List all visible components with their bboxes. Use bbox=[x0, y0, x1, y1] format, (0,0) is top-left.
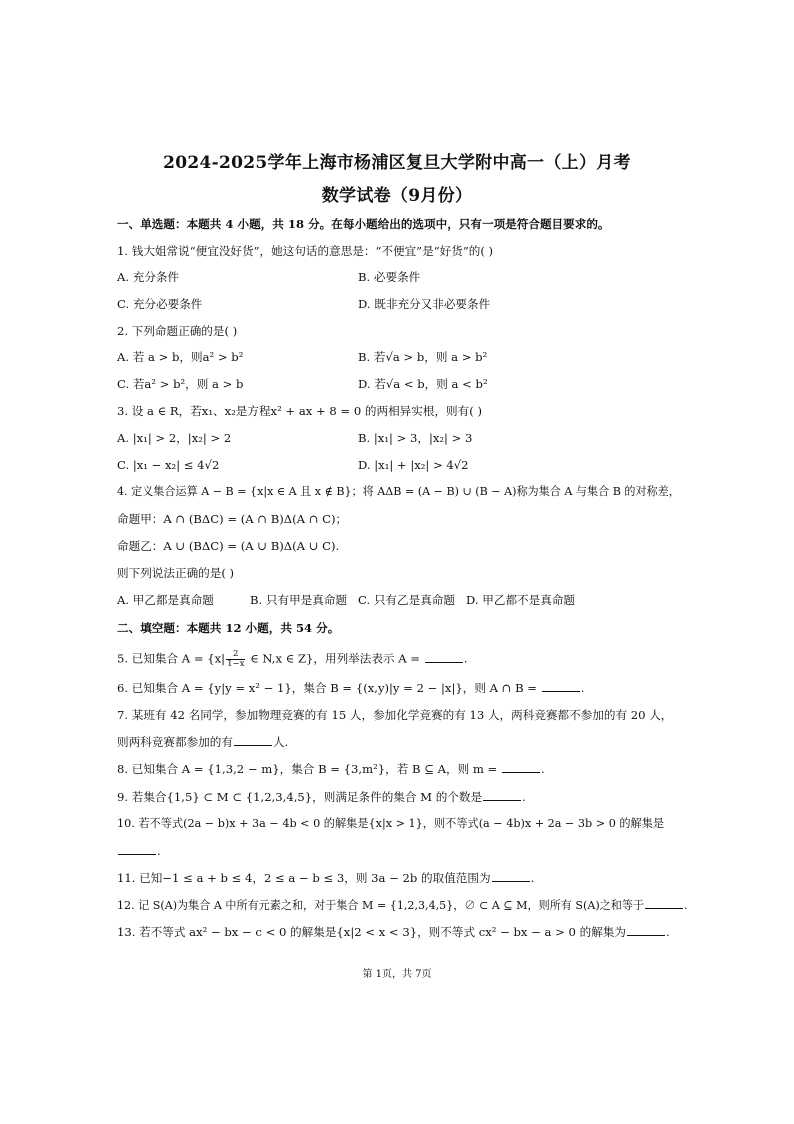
question-7-text: 则两科竞赛都参加的有 bbox=[117, 735, 233, 749]
question-2-option-b: B. 若√a > b，则 a > b² bbox=[358, 350, 488, 364]
page-footer: 第 1页，共 7页 bbox=[362, 969, 432, 980]
question-5-prefix: 5. 已知集合 A = {x| bbox=[117, 651, 226, 666]
question-5-fraction bbox=[226, 650, 245, 669]
question-2-stem: 2. 下列命题正确的是( ) bbox=[117, 324, 238, 338]
answer-blank bbox=[542, 680, 580, 692]
question-10-line-2 bbox=[117, 843, 161, 859]
question-8 bbox=[117, 761, 545, 777]
question-9-end: . bbox=[522, 790, 526, 804]
question-4-stem: 4. 定义集合运算 A − B = {x|x ∈ A 且 x ∉ B}；将 AΔB = (A − B) ∪ (B − A)称为集合 A 与集合 B 的对称差， bbox=[117, 485, 680, 498]
question-4-proposition-yi: 命题乙：A ∪ (BΔC) = (A ∪ B)Δ(A ∪ C). bbox=[117, 539, 340, 553]
question-2-option-d: D. 若√a < b，则 a < b² bbox=[358, 377, 488, 391]
question-3-option-b: B. |x₁| > 3，|x₂| > 3 bbox=[358, 431, 473, 445]
question-11-end: . bbox=[530, 871, 535, 885]
answer-blank bbox=[502, 761, 540, 773]
question-4-ask: 则下列说法正确的是( ) bbox=[117, 566, 235, 580]
question-13-end: . bbox=[665, 925, 670, 939]
question-4-proposition-jia: 命题甲：A ∩ (BΔC) = (A ∩ B)Δ(A ∩ C)； bbox=[117, 512, 348, 526]
section-header-fill-blank: 二、填空题：本题共 12 小题，共 54 分。 bbox=[117, 621, 340, 635]
question-5-suffix: ∈ N,x ∈ Z}，用列举法表示 A = bbox=[246, 651, 424, 666]
question-10-end: . bbox=[157, 844, 161, 858]
question-3-option-c: C. |x₁ − x₂| ≤ 4√2 bbox=[117, 458, 220, 472]
question-4-option-b: B. 只有甲是真命题 bbox=[250, 593, 348, 607]
fraction-numerator: 2 bbox=[226, 650, 245, 660]
question-3-option-a: A. |x₁| > 2，|x₂| > 2 bbox=[117, 431, 232, 445]
question-11 bbox=[117, 870, 534, 886]
answer-blank bbox=[483, 789, 521, 801]
question-7-end: 人. bbox=[272, 735, 289, 749]
question-12 bbox=[117, 897, 688, 914]
question-7-line-1: 7. 某班有 42 名同学，参加物理竞赛的有 15 人，参加化学竞赛的有 13 人，两科竞赛都不参加的有 20 人， bbox=[117, 708, 673, 722]
question-4-option-a: A. 甲乙都是真命题 bbox=[117, 593, 214, 607]
question-3-stem: 3. 设 a ∈ R，若x₁、x₂是方程x² + ax + 8 = 0 的两相异实根，则有( ) bbox=[117, 404, 482, 418]
question-2-option-a: A. 若 a > b，则a² > b² bbox=[117, 350, 244, 364]
question-2-option-c: C. 若a² > b²，则 a > b bbox=[117, 377, 244, 391]
question-13-text: 13. 若不等式 ax² − bx − c < 0 的解集是{x|2 < x < 3}，则不等式 cx² − bx − a > 0 的解集为 bbox=[117, 925, 626, 939]
question-9-text: 9. 若集合{1,5} ⊂ M ⊂ {1,2,3,4,5}，则满足条件的集合 M 的个数是 bbox=[117, 790, 483, 804]
question-12-end: . bbox=[684, 899, 688, 912]
exam-title: 2024-2025学年上海市杨浦区复旦大学附中高一（上）月考 bbox=[163, 153, 631, 173]
question-6-end: . bbox=[580, 681, 585, 695]
fraction-denominator: 1−x bbox=[227, 659, 245, 669]
question-12-text: 12. 记 S(A)为集合 A 中所有元素之和，对于集合 M = {1,2,3,4,5}，∅ ⊂ A ⊆ M，则所有 S(A)之和等于 bbox=[117, 899, 645, 912]
answer-blank bbox=[492, 870, 530, 882]
question-9 bbox=[117, 789, 526, 805]
question-1-option-a: A. 充分条件 bbox=[117, 270, 180, 284]
question-1-option-b: B. 必要条件 bbox=[358, 270, 421, 284]
question-1-option-c: C. 充分必要条件 bbox=[117, 297, 203, 311]
question-5 bbox=[117, 650, 467, 669]
answer-blank bbox=[425, 651, 463, 663]
question-4-option-c: C. 只有乙是真命题 bbox=[358, 593, 455, 607]
answer-blank bbox=[118, 843, 156, 855]
question-13 bbox=[117, 924, 670, 940]
question-8-text: 8. 已知集合 A = {1,3,2 − m}，集合 B = {3,m²}，若 B ⊆ A，则 m = bbox=[117, 762, 501, 776]
question-10-line-1: 10. 若不等式(2a − b)x + 3a − 4b < 0 的解集是{x|x > 1}，则不等式(a − 4b)x + 2a − 3b > 0 的解集是 bbox=[117, 817, 665, 830]
section-header-single-choice: 一、单选题：本题共 4 小题，共 18 分。在每小题给出的选项中，只有一项是符合题目要求的。 bbox=[117, 217, 610, 231]
answer-blank bbox=[645, 897, 683, 909]
question-5-end: . bbox=[463, 651, 468, 666]
question-1-stem: 1. 钱大姐常说“便宜没好货”，她这句话的意思是：“不便宜”是“好货”的( ) bbox=[117, 244, 494, 258]
question-6-text: 6. 已知集合 A = {y|y = x² − 1}，集合 B = {(x,y)|y = 2 − |x|}，则 A ∩ B = bbox=[117, 681, 541, 695]
answer-blank bbox=[234, 734, 272, 746]
question-3-option-d: D. |x₁| + |x₂| > 4√2 bbox=[358, 458, 469, 472]
question-8-end: . bbox=[540, 762, 545, 776]
question-7-line-2 bbox=[117, 734, 288, 750]
question-1-option-d: D. 既非充分又非必要条件 bbox=[358, 297, 491, 311]
question-4-option-d: D. 甲乙都不是真命题 bbox=[466, 593, 576, 607]
question-11-text: 11. 已知−1 ≤ a + b ≤ 4，2 ≤ a − b ≤ 3，则 3a − 2b 的取值范围为 bbox=[117, 871, 491, 885]
exam-subtitle: 数学试卷（9月份） bbox=[321, 186, 473, 206]
question-6 bbox=[117, 680, 584, 696]
answer-blank bbox=[627, 924, 665, 936]
